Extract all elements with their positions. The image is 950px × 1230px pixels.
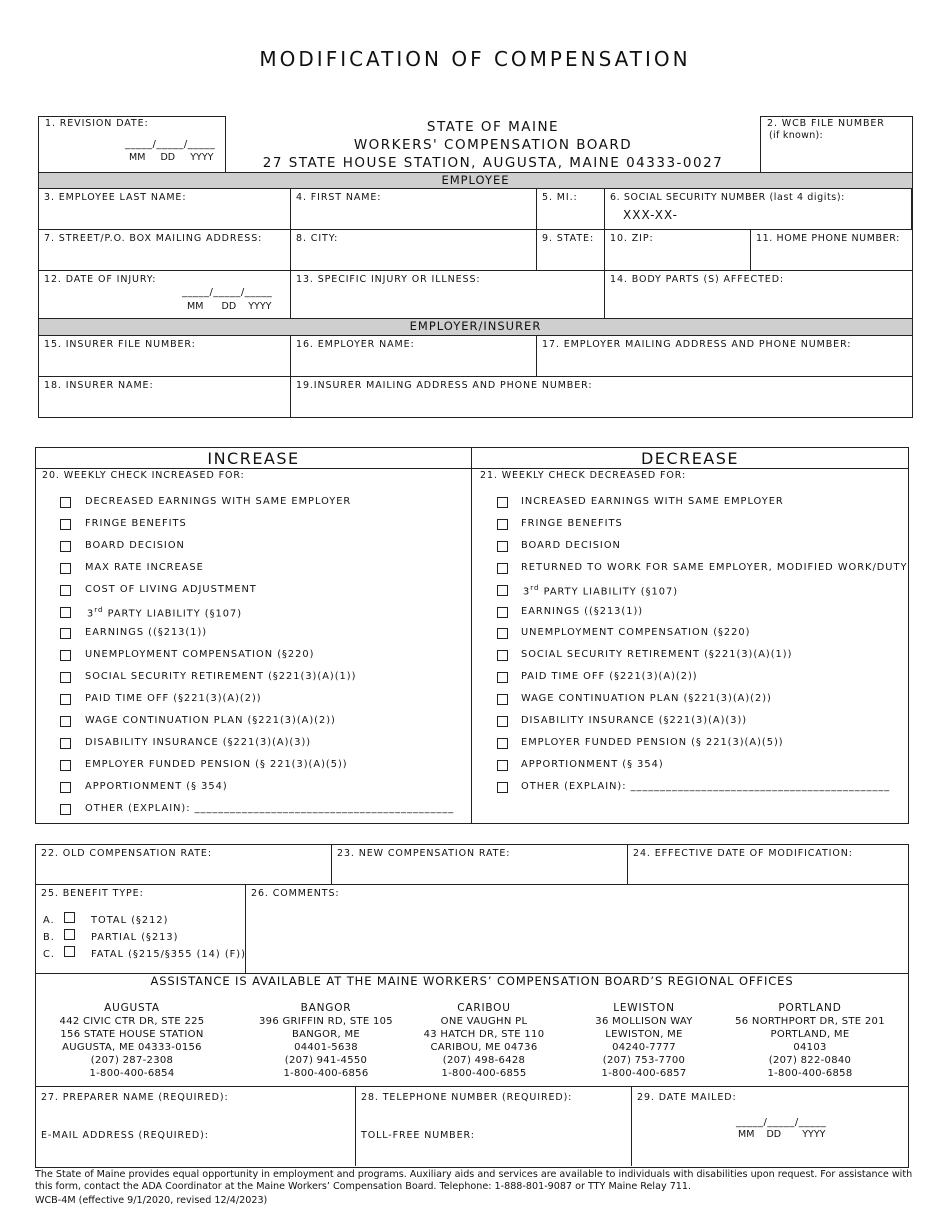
- city-label: 8. CITY:: [296, 233, 339, 244]
- date-mailed-format: MM DD YYYY: [738, 1129, 826, 1140]
- increase-option-label: WAGE CONTINUATION PLAN (§221(3)(A)(2)): [85, 715, 336, 726]
- specific-injury-field[interactable]: [291, 271, 605, 319]
- office-name: LEWISTON: [613, 1002, 675, 1014]
- body-parts-field[interactable]: [605, 271, 912, 319]
- decrease-checkbox[interactable]: [497, 541, 508, 552]
- increase-option-label: COST OF LIVING ADJUSTMENT: [85, 583, 257, 595]
- office-line: AUGUSTA, ME 04333-0156: [62, 1042, 202, 1053]
- column-divider: [471, 448, 472, 823]
- increase-checkbox[interactable]: [60, 563, 71, 574]
- office-line: 1-800-400-6856: [283, 1068, 369, 1079]
- revision-date-format: MM DD YYYY: [129, 152, 214, 163]
- revision-date-label: 1. REVISION DATE:: [45, 118, 149, 129]
- option-text: PARTY LIABILITY (§107): [543, 585, 679, 597]
- specific-injury-label: 13. SPECIFIC INJURY OR ILLNESS:: [296, 274, 481, 285]
- decrease-checkbox[interactable]: [497, 650, 508, 661]
- increase-checkbox[interactable]: [60, 585, 71, 596]
- employer-name-label: 16. EMPLOYER NAME:: [296, 339, 415, 350]
- employer-address-label: 17. EMPLOYER MAILING ADDRESS AND PHONE NUMBER:: [542, 339, 852, 350]
- decrease-option-label: UNEMPLOYMENT COMPENSATION (§220): [521, 627, 751, 639]
- equal-opportunity-notice: The State of Maine provides equal opportunity in employment and programs. Auxiliary aids and services are available to individuals with disabilities upon request. For assistance with this form, contact the ADA Coordinator at the Maine Workers’ Compensation Board. Telephone: 1-888-801-9087 or TTY Maine Relay 711.: [35, 1169, 913, 1192]
- increase-option-label: [87, 606, 242, 619]
- home-phone-field[interactable]: [751, 230, 912, 271]
- agency-line-2: WORKERS' COMPENSATION BOARD: [353, 137, 633, 153]
- middle-initial-field[interactable]: [537, 189, 605, 230]
- body-parts-label: 14. BODY PARTS (S) AFFECTED:: [610, 274, 785, 285]
- employee-last-name-field[interactable]: [39, 189, 291, 230]
- increase-checkbox[interactable]: [60, 497, 71, 508]
- office-line: 396 GRIFFIN RD, STE 105: [259, 1016, 393, 1027]
- ssn-label: 6. SOCIAL SECURITY NUMBER (last 4 digits):: [610, 192, 845, 203]
- increase-checkbox[interactable]: [60, 804, 71, 815]
- zip-field[interactable]: [605, 230, 751, 271]
- ssn-prefix: XXX-XX-: [623, 208, 678, 222]
- increase-checkbox[interactable]: [60, 628, 71, 639]
- wcb-file-sublabel: (if known):: [769, 130, 824, 141]
- comments-label: 26. COMMENTS:: [251, 888, 340, 899]
- email-label: E-MAIL ADDRESS (REQUIRED):: [41, 1130, 209, 1141]
- benefit-letter: A.: [43, 915, 55, 926]
- increase-checkbox[interactable]: [60, 519, 71, 530]
- office-caribou: [409, 1002, 559, 1080]
- injury-date-field[interactable]: [39, 271, 291, 319]
- decrease-option-label: WAGE CONTINUATION PLAN (§221(3)(A)(2)): [521, 693, 772, 705]
- benefit-checkbox[interactable]: [64, 929, 75, 940]
- assistance-heading: ASSISTANCE IS AVAILABLE AT THE MAINE WORKERS’ COMPENSATION BOARD’S REGIONAL OFFICES: [150, 974, 794, 988]
- old-rate-label: 22. OLD COMPENSATION RATE:: [41, 848, 212, 859]
- date-mailed-blank: _____/_____/_____: [736, 1117, 827, 1128]
- insurer-name-field[interactable]: [39, 377, 291, 417]
- office-line: 43 HATCH DR, STE 110: [423, 1029, 545, 1040]
- increase-checkbox[interactable]: [60, 694, 71, 705]
- increase-option-label: SOCIAL SECURITY RETIREMENT (§221(3)(A)(1)): [85, 671, 357, 683]
- ordinal-suffix: rd: [530, 583, 540, 592]
- employer-name-field[interactable]: [291, 336, 537, 377]
- decrease-checkbox[interactable]: [497, 585, 508, 596]
- middle-initial-label: 5. MI.:: [542, 192, 578, 203]
- effective-date-field[interactable]: [628, 845, 908, 885]
- benefit-letter: C.: [43, 949, 55, 960]
- option-text: PARTY LIABILITY (§107): [107, 607, 243, 619]
- decrease-option-label: PAID TIME OFF (§221(3)(A)(2)): [521, 671, 698, 683]
- increase-checkbox[interactable]: [60, 760, 71, 771]
- new-rate-field[interactable]: [332, 845, 628, 885]
- office-line: 1-800-400-6854: [89, 1068, 175, 1079]
- insurer-file-number-field[interactable]: [39, 336, 291, 377]
- agency-line-1: STATE OF MAINE: [426, 119, 560, 135]
- office-line: 442 CIVIC CTR DR, STE 225: [59, 1016, 205, 1027]
- zip-label: 10. ZIP:: [610, 233, 654, 244]
- insurer-address-field[interactable]: [291, 377, 912, 417]
- increase-checkbox[interactable]: [60, 650, 71, 661]
- new-rate-label: 23. NEW COMPENSATION RATE:: [337, 848, 511, 859]
- increase-option-label: FRINGE BENEFITS: [85, 517, 187, 529]
- office-lewiston: [569, 1002, 719, 1080]
- decrease-option-label: BOARD DECISION: [521, 539, 621, 551]
- preparer-name-field[interactable]: [36, 1087, 356, 1166]
- increase-option-label: OTHER (EXPLAIN): ____________________________________________: [85, 802, 455, 814]
- decrease-checkbox[interactable]: [497, 782, 508, 793]
- decrease-checkbox[interactable]: [497, 760, 508, 771]
- state-field[interactable]: [537, 230, 605, 271]
- increase-checkbox[interactable]: [60, 716, 71, 727]
- office-line: 1-800-400-6855: [441, 1068, 527, 1079]
- office-line: (207) 498-6428: [442, 1055, 526, 1066]
- increase-option-label: MAX RATE INCREASE: [85, 561, 204, 573]
- office-line: PORTLAND, ME: [770, 1029, 850, 1040]
- decrease-option-label: EARNINGS ((§213(1)): [521, 605, 644, 617]
- comments-field[interactable]: [246, 885, 908, 974]
- decrease-option-label: INCREASED EARNINGS WITH SAME EMPLOYER: [521, 496, 784, 507]
- old-rate-field[interactable]: [36, 845, 332, 885]
- benefit-checkbox[interactable]: [64, 912, 75, 923]
- revision-date-box[interactable]: [38, 116, 226, 173]
- office-line: (207) 822-0840: [768, 1055, 852, 1066]
- office-line: (207) 753-7700: [602, 1055, 686, 1066]
- decrease-checkbox[interactable]: [497, 563, 508, 574]
- heading-divider: [36, 468, 908, 469]
- decrease-option-label: FRINGE BENEFITS: [521, 517, 623, 529]
- increase-option-label: DISABILITY INSURANCE (§221(3)(A)(3)): [85, 736, 312, 748]
- increase-checkbox[interactable]: [60, 607, 71, 618]
- decrease-checkbox[interactable]: [497, 738, 508, 749]
- increase-checkbox[interactable]: [60, 541, 71, 552]
- injury-date-blank: _____/_____/_____: [182, 287, 273, 298]
- decrease-option-label: RETURNED TO WORK FOR SAME EMPLOYER, MODIFIED WORK/DUTY: [521, 561, 908, 573]
- wcb-file-label: 2. WCB FILE NUMBER: [767, 118, 885, 129]
- insurer-address-label: 19.INSURER MAILING ADDRESS AND PHONE NUMBER:: [296, 380, 593, 391]
- increase-decrease-box: [35, 447, 909, 824]
- state-label: 9. STATE:: [542, 233, 595, 244]
- office-line: 04103: [793, 1042, 827, 1053]
- telephone-field[interactable]: [356, 1087, 632, 1166]
- office-name: CARIBOU: [457, 1002, 511, 1014]
- ordinal-number: 3: [523, 585, 531, 597]
- decrease-checkbox[interactable]: [497, 628, 508, 639]
- decrease-checkbox[interactable]: [497, 672, 508, 683]
- office-line: (207) 287-2308: [90, 1055, 174, 1066]
- street-address-label: 7. STREET/P.O. BOX MAILING ADDRESS:: [44, 233, 263, 244]
- injury-date-label: 12. DATE OF INJURY:: [44, 274, 157, 285]
- city-field[interactable]: [291, 230, 537, 271]
- form-title: MODIFICATION OF COMPENSATION: [259, 47, 691, 71]
- office-augusta: [57, 1002, 207, 1080]
- increase-option-label: DECREASED EARNINGS WITH SAME EMPLOYER: [85, 496, 352, 507]
- telephone-label: 28. TELEPHONE NUMBER (REQUIRED):: [361, 1092, 573, 1103]
- employer-section-bar: EMPLOYER/INSURER: [39, 319, 912, 336]
- benefit-letter: B.: [43, 932, 55, 943]
- office-bangor: [251, 1002, 401, 1080]
- decrease-option-label: DISABILITY INSURANCE (§221(3)(A)(3)): [521, 715, 748, 726]
- office-name: AUGUSTA: [104, 1002, 160, 1014]
- employee-section-bar: EMPLOYEE: [39, 172, 912, 189]
- decrease-option-label: APPORTIONMENT (§ 354): [521, 758, 664, 770]
- revision-date-blank: _____/_____/_____: [125, 139, 216, 150]
- decrease-label: 21. WEEKLY CHECK DECREASED FOR:: [480, 470, 687, 481]
- decrease-option-label: [523, 584, 678, 597]
- office-line: BANGOR, ME: [291, 1029, 361, 1040]
- increase-checkbox[interactable]: [60, 738, 71, 749]
- increase-label: 20. WEEKLY CHECK INCREASED FOR:: [42, 470, 245, 481]
- employee-employer-grid: [38, 172, 913, 418]
- street-address-field[interactable]: [39, 230, 291, 271]
- insurer-name-label: 18. INSURER NAME:: [44, 380, 154, 391]
- wcb-file-number-box[interactable]: [760, 116, 913, 173]
- office-name: BANGOR: [300, 1002, 352, 1014]
- ssn-field[interactable]: [605, 189, 912, 230]
- increase-checkbox[interactable]: [60, 782, 71, 793]
- increase-option-label: APPORTIONMENT (§ 354): [85, 780, 228, 792]
- benefit-checkbox[interactable]: [64, 946, 75, 957]
- office-line: CARIBOU, ME 04736: [430, 1042, 538, 1053]
- office-line: 1-800-400-6857: [601, 1068, 687, 1079]
- toll-free-label: TOLL-FREE NUMBER:: [361, 1130, 475, 1141]
- office-line: 56 NORTHPORT DR, STE 201: [735, 1016, 885, 1027]
- benefit-type-label: 25. BENEFIT TYPE:: [41, 888, 144, 899]
- increase-option-label: EARNINGS ((§213(1)): [85, 627, 208, 639]
- benefit-option-label: TOTAL (§212): [91, 915, 169, 926]
- office-line: LEWISTON, ME: [605, 1029, 683, 1040]
- office-line: (207) 941-4550: [284, 1055, 368, 1066]
- effective-date-label: 24. EFFECTIVE DATE OF MODIFICATION:: [633, 848, 853, 859]
- agency-line-3: 27 STATE HOUSE STATION, AUGUSTA, MAINE 04333-0027: [262, 155, 724, 171]
- office-name: PORTLAND: [778, 1002, 842, 1014]
- decrease-checkbox[interactable]: [497, 716, 508, 727]
- ordinal-suffix: rd: [94, 605, 104, 614]
- form-id: WCB-4M (effective 9/1/2020, revised 12/4/2023): [35, 1195, 268, 1206]
- benefit-type-field: [36, 885, 246, 974]
- date-mailed-field[interactable]: [632, 1087, 908, 1166]
- preparer-name-label: 27. PREPARER NAME (REQUIRED):: [41, 1092, 229, 1103]
- decrease-option-label: SOCIAL SECURITY RETIREMENT (§221(3)(A)(1)): [521, 649, 793, 661]
- rates-benefit-box: [35, 844, 909, 1087]
- office-line: 156 STATE HOUSE STATION: [60, 1029, 204, 1040]
- first-name-label: 4. FIRST NAME:: [296, 192, 382, 203]
- office-line: 1-800-400-6858: [767, 1068, 853, 1079]
- home-phone-label: 11. HOME PHONE NUMBER:: [756, 233, 900, 244]
- employer-address-field[interactable]: [537, 336, 912, 377]
- date-mailed-label: 29. DATE MAILED:: [637, 1092, 737, 1103]
- office-line: 04240-7777: [612, 1042, 676, 1053]
- ordinal-number: 3: [87, 607, 95, 619]
- preparer-box: [35, 1087, 909, 1168]
- increase-option-label: BOARD DECISION: [85, 539, 185, 551]
- increase-option-label: PAID TIME OFF (§221(3)(A)(2)): [85, 693, 262, 705]
- decrease-checkbox[interactable]: [497, 497, 508, 508]
- employee-last-name-label: 3. EMPLOYEE LAST NAME:: [44, 192, 187, 203]
- decrease-checkbox[interactable]: [497, 607, 508, 618]
- decrease-option-label: EMPLOYER FUNDED PENSION (§ 221(3)(A)(5)): [521, 736, 784, 748]
- office-portland: [735, 1002, 885, 1080]
- injury-date-format: MM DD YYYY: [187, 301, 272, 312]
- office-line: ONE VAUGHN PL: [440, 1016, 528, 1027]
- decrease-heading: DECREASE: [640, 449, 740, 468]
- decrease-option-label: OTHER (EXPLAIN): ____________________________________________: [521, 780, 891, 792]
- increase-heading: INCREASE: [207, 449, 300, 468]
- office-line: 04401-5638: [294, 1042, 358, 1053]
- increase-option-label: EMPLOYER FUNDED PENSION (§ 221(3)(A)(5)): [85, 758, 348, 770]
- decrease-checkbox[interactable]: [497, 694, 508, 705]
- increase-checkbox[interactable]: [60, 672, 71, 683]
- first-name-field[interactable]: [291, 189, 537, 230]
- benefit-option-label: FATAL (§215/§355 (14) (F)): [91, 949, 246, 960]
- office-line: 36 MOLLISON WAY: [595, 1016, 693, 1027]
- decrease-checkbox[interactable]: [497, 519, 508, 530]
- benefit-option-label: PARTIAL (§213): [91, 932, 179, 943]
- insurer-file-label: 15. INSURER FILE NUMBER:: [44, 339, 196, 350]
- increase-option-label: UNEMPLOYMENT COMPENSATION (§220): [85, 649, 315, 661]
